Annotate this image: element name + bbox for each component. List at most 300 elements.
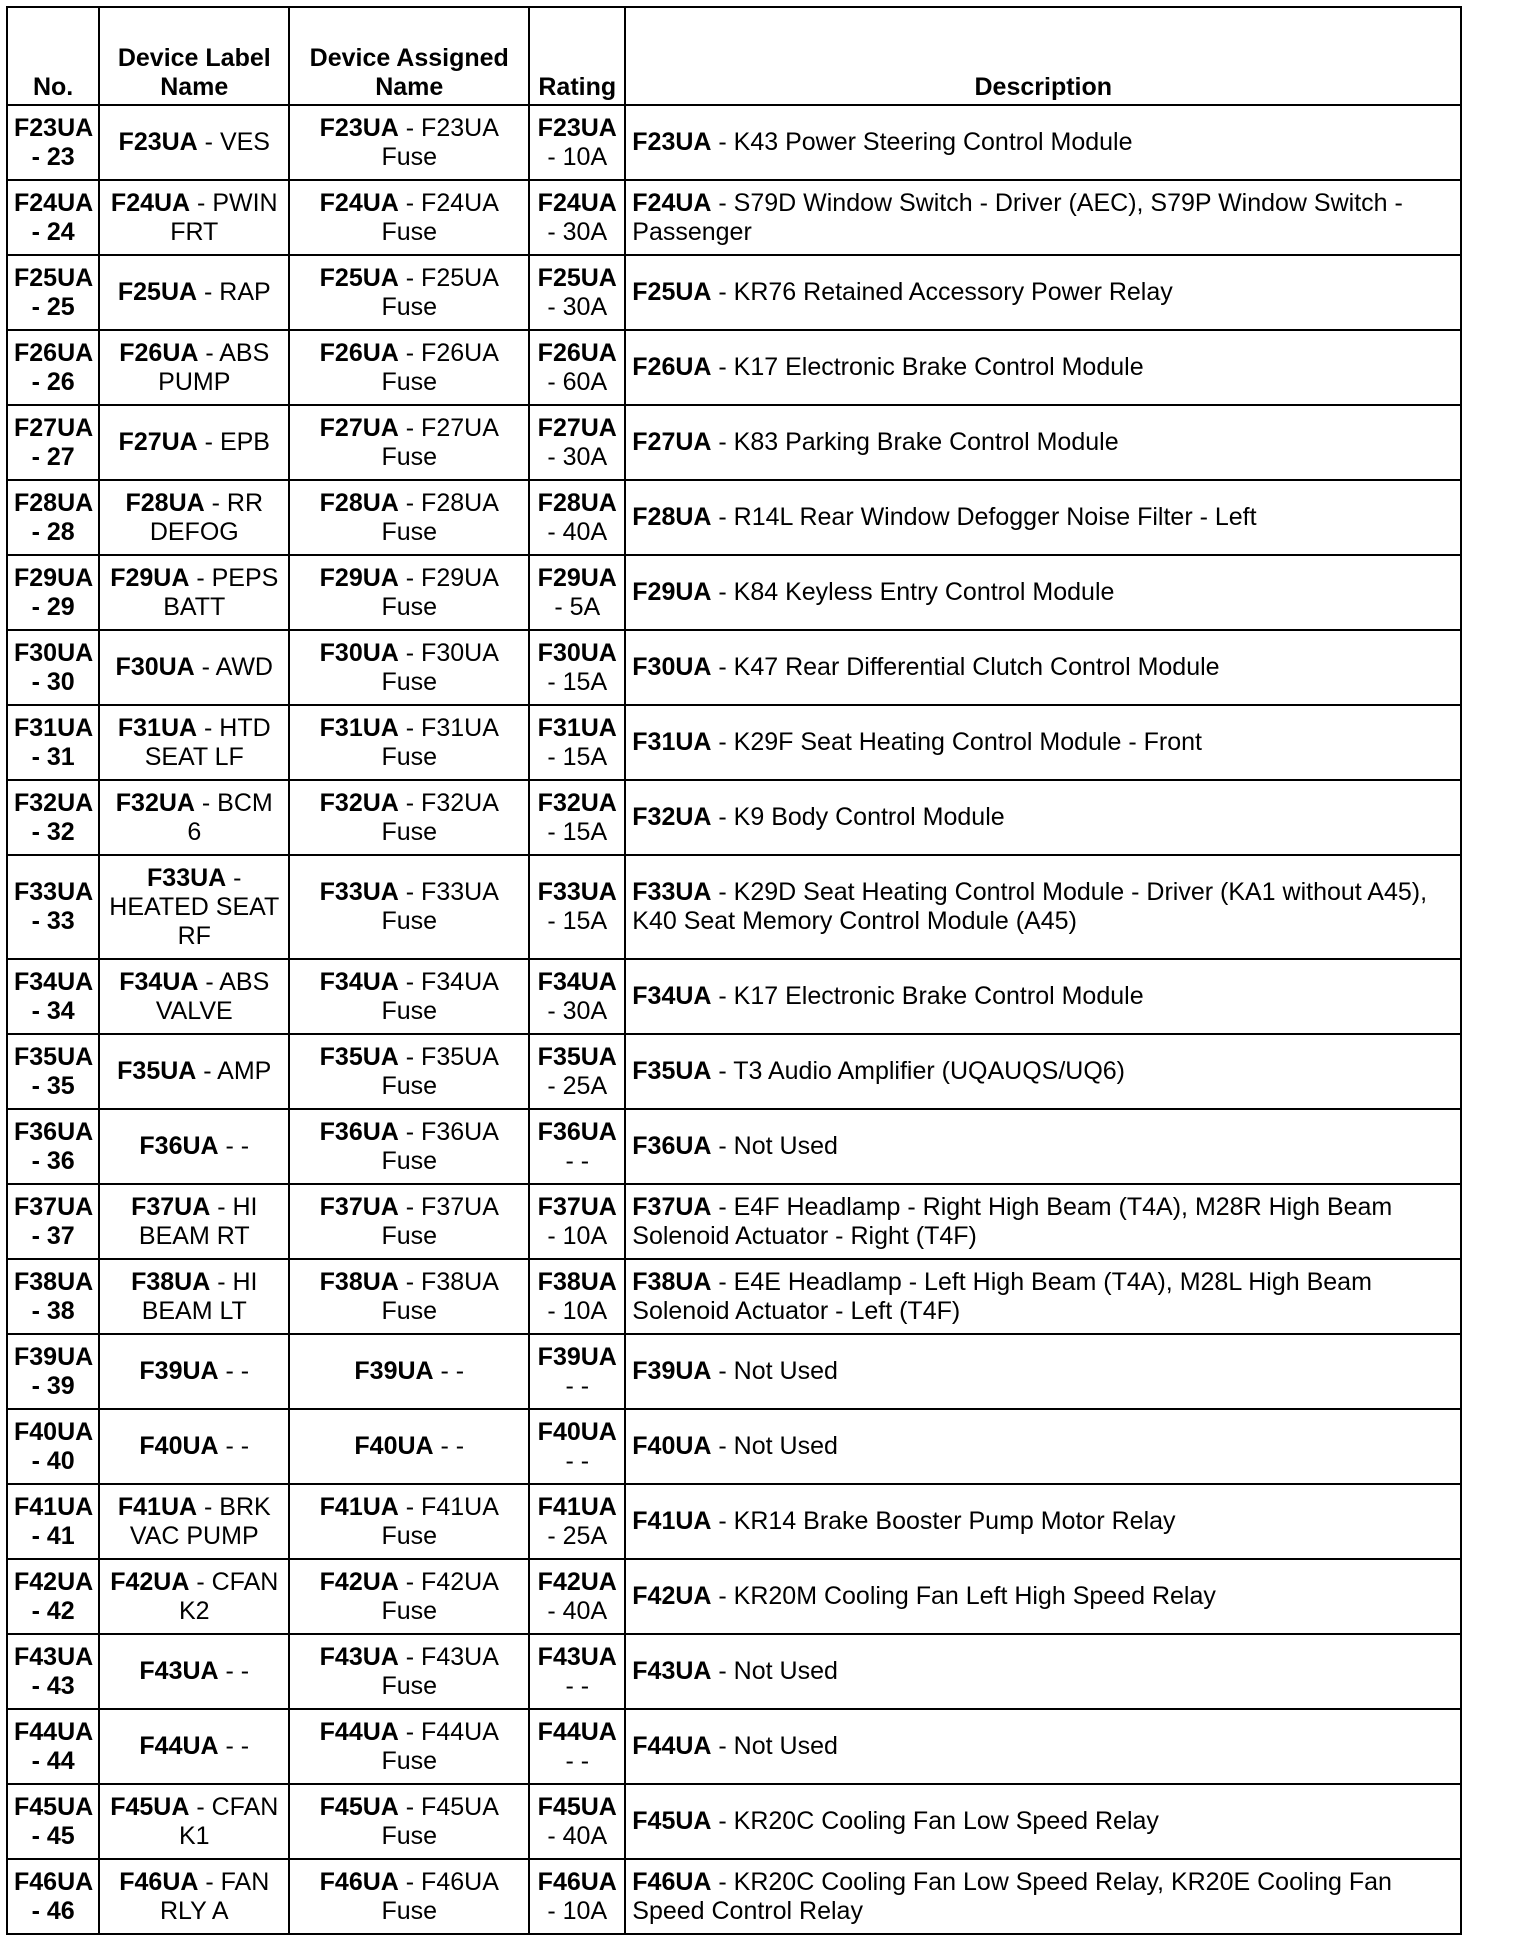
desc-text: - KR20M Cooling Fan Left High Speed Relay — [711, 1582, 1216, 1610]
rating-id: F36UA — [537, 1117, 617, 1146]
cell-no — [7, 1409, 99, 1484]
desc-text: - Not Used — [711, 1357, 838, 1385]
desc-id: F34UA — [632, 982, 712, 1010]
desc-text: - KR14 Brake Booster Pump Motor Relay — [711, 1507, 1176, 1535]
cell-device-assigned — [289, 705, 529, 780]
label-text: - BRK VAC PUMP — [129, 1492, 271, 1550]
desc-text: - Not Used — [711, 1657, 838, 1685]
rating-id: F32UA — [537, 788, 617, 817]
rating-id: F31UA — [537, 713, 617, 742]
header-device-label-name: Device Label Name — [99, 7, 289, 105]
label-text: - BCM 6 — [187, 788, 273, 846]
desc-id: F24UA — [632, 188, 712, 217]
cell-rating — [529, 555, 625, 630]
rating-text: - 30A — [547, 292, 608, 321]
assigned-id: F27UA — [319, 413, 399, 442]
assigned-id: F28UA — [319, 488, 399, 517]
rating-text: - 5A — [554, 592, 601, 621]
rating-id: F43UA — [537, 1642, 617, 1671]
no-text: F44UA - 44 — [14, 1717, 94, 1775]
desc-id: F23UA — [632, 128, 712, 156]
cell-description — [625, 959, 1461, 1034]
cell-no — [7, 1259, 99, 1334]
header-description: Description — [625, 7, 1461, 105]
label-id: F42UA — [110, 1567, 190, 1596]
assigned-id: F38UA — [319, 1267, 399, 1296]
assigned-id: F43UA — [319, 1642, 399, 1671]
rating-id: F45UA — [537, 1792, 617, 1821]
desc-id: F30UA — [632, 653, 712, 681]
desc-text: - KR76 Retained Accessory Power Relay — [711, 278, 1173, 306]
cell-no — [7, 1334, 99, 1409]
desc-text: - K9 Body Control Module — [711, 803, 1005, 831]
assigned-id: F34UA — [319, 967, 399, 996]
cell-rating — [529, 780, 625, 855]
cell-no — [7, 105, 99, 180]
label-id: F34UA — [119, 967, 199, 996]
label-id: F35UA — [117, 1057, 197, 1085]
cell-rating — [529, 255, 625, 330]
rating-id: F39UA — [537, 1342, 617, 1371]
no-text: F24UA - 24 — [14, 188, 94, 246]
rating-id: F34UA — [537, 967, 617, 996]
cell-device-assigned — [289, 1859, 529, 1934]
fuse-table-container — [6, 6, 1462, 1935]
cell-rating — [529, 1184, 625, 1259]
cell-description — [625, 255, 1461, 330]
desc-id: F28UA — [632, 503, 712, 531]
no-text: F23UA - 23 — [14, 113, 94, 171]
cell-device-assigned — [289, 1334, 529, 1409]
no-text: F32UA - 32 — [14, 788, 94, 846]
cell-device-assigned — [289, 630, 529, 705]
cell-device-label — [99, 1859, 289, 1934]
cell-rating — [529, 1559, 625, 1634]
assigned-text: - F43UA Fuse — [381, 1642, 499, 1700]
assigned-text: - F44UA Fuse — [381, 1717, 499, 1775]
label-id: F27UA — [118, 428, 198, 456]
table-row — [7, 1484, 1461, 1559]
cell-rating — [529, 1334, 625, 1409]
desc-text: - E4F Headlamp - Right High Beam (T4A), M28R High Beam Solenoid Actuator - Right (T4F) — [632, 1192, 1393, 1250]
cell-no — [7, 705, 99, 780]
no-text: F26UA - 26 — [14, 338, 94, 396]
rating-text: - 25A — [547, 1071, 608, 1100]
rating-text: - 15A — [547, 667, 608, 696]
table-row — [7, 1859, 1461, 1934]
table-row — [7, 1259, 1461, 1334]
cell-device-label — [99, 555, 289, 630]
cell-device-label — [99, 1559, 289, 1634]
label-id: F26UA — [119, 338, 199, 367]
assigned-id: F40UA — [354, 1432, 434, 1460]
cell-description — [625, 180, 1461, 255]
cell-device-label — [99, 180, 289, 255]
no-text: F29UA - 29 — [14, 563, 94, 621]
cell-description — [625, 1559, 1461, 1634]
label-text: - ABS VALVE — [155, 967, 270, 1025]
desc-id: F44UA — [632, 1732, 712, 1760]
assigned-text: - F36UA Fuse — [381, 1117, 499, 1175]
assigned-id: F30UA — [319, 638, 399, 667]
desc-id: F40UA — [632, 1432, 712, 1460]
table-row — [7, 1034, 1461, 1109]
table-row — [7, 780, 1461, 855]
cell-rating — [529, 705, 625, 780]
cell-description — [625, 1109, 1461, 1184]
rating-id: F26UA — [537, 338, 617, 367]
rating-id: F40UA — [537, 1417, 617, 1446]
rating-id: F28UA — [537, 488, 617, 517]
label-text: - PEPS BATT — [163, 563, 279, 621]
cell-no — [7, 1109, 99, 1184]
label-text: - PWIN FRT — [170, 188, 278, 246]
cell-rating — [529, 1484, 625, 1559]
desc-text: - S79D Window Switch - Driver (AEC), S79P Window Switch - Passenger — [632, 188, 1403, 246]
cell-device-assigned — [289, 1034, 529, 1109]
label-id: F46UA — [119, 1867, 199, 1896]
cell-device-label — [99, 630, 289, 705]
cell-device-label — [99, 1109, 289, 1184]
cell-description — [625, 1859, 1461, 1934]
label-text: - ABS PUMP — [158, 338, 270, 396]
cell-rating — [529, 1409, 625, 1484]
cell-description — [625, 855, 1461, 959]
assigned-text: - F31UA Fuse — [381, 713, 499, 771]
assigned-id: F26UA — [319, 338, 399, 367]
cell-device-assigned — [289, 555, 529, 630]
cell-device-assigned — [289, 255, 529, 330]
assigned-id: F37UA — [319, 1192, 399, 1221]
rating-text: - 10A — [547, 142, 608, 171]
rating-id: F24UA — [537, 188, 617, 217]
cell-no — [7, 1484, 99, 1559]
rating-text: - 60A — [547, 367, 608, 396]
label-id: F41UA — [117, 1492, 198, 1521]
cell-description — [625, 1634, 1461, 1709]
assigned-id: F24UA — [319, 188, 399, 217]
rating-text: - 30A — [547, 996, 608, 1025]
rating-id: F35UA — [537, 1042, 617, 1071]
cell-no — [7, 180, 99, 255]
cell-no — [7, 1709, 99, 1784]
cell-rating — [529, 405, 625, 480]
header-device-assigned-name: Device Assigned Name — [289, 7, 529, 105]
assigned-id: F33UA — [319, 878, 399, 906]
desc-id: F38UA — [632, 1267, 712, 1296]
assigned-id: F32UA — [319, 788, 399, 817]
cell-device-assigned — [289, 1184, 529, 1259]
rating-id: F25UA — [537, 263, 617, 292]
desc-text: - K47 Rear Differential Clutch Control Module — [711, 653, 1220, 681]
assigned-text: - F30UA Fuse — [381, 638, 499, 696]
label-id: F45UA — [110, 1792, 190, 1821]
desc-text: - K17 Electronic Brake Control Module — [711, 353, 1144, 381]
cell-rating — [529, 1109, 625, 1184]
label-text: - - — [218, 1357, 250, 1385]
cell-description — [625, 1709, 1461, 1784]
cell-device-label — [99, 959, 289, 1034]
table-row — [7, 1559, 1461, 1634]
assigned-text: - F46UA Fuse — [381, 1867, 499, 1925]
desc-id: F35UA — [632, 1057, 712, 1085]
cell-description — [625, 1184, 1461, 1259]
cell-device-assigned — [289, 1709, 529, 1784]
rating-id: F33UA — [537, 878, 617, 906]
label-id: F23UA — [118, 128, 198, 156]
desc-text: - KR20C Cooling Fan Low Speed Relay — [711, 1807, 1159, 1835]
cell-device-label — [99, 1709, 289, 1784]
fuse-table — [6, 6, 1462, 1935]
table-header — [7, 7, 1461, 105]
cell-description — [625, 630, 1461, 705]
desc-text: - E4E Headlamp - Left High Beam (T4A), M28L High Beam Solenoid Actuator - Left (T4F) — [632, 1267, 1372, 1325]
desc-text: - KR20C Cooling Fan Low Speed Relay, KR20E Cooling Fan Speed Control Relay — [632, 1867, 1392, 1925]
label-id: F39UA — [139, 1357, 219, 1385]
desc-id: F41UA — [632, 1507, 712, 1535]
desc-id: F46UA — [632, 1867, 712, 1896]
table-row — [7, 1784, 1461, 1859]
rating-text: - 15A — [547, 907, 608, 935]
assigned-text: - F34UA Fuse — [381, 967, 499, 1025]
rating-id: F42UA — [537, 1567, 617, 1596]
no-text: F36UA - 36 — [14, 1117, 94, 1175]
assigned-id: F29UA — [319, 563, 399, 592]
cell-description — [625, 1034, 1461, 1109]
desc-id: F31UA — [632, 728, 712, 756]
table-row — [7, 705, 1461, 780]
assigned-text: - F28UA Fuse — [381, 488, 499, 546]
label-id: F44UA — [139, 1732, 219, 1760]
cell-rating — [529, 105, 625, 180]
label-id: F31UA — [117, 713, 198, 742]
assigned-text: - F41UA Fuse — [381, 1492, 499, 1550]
desc-id: F29UA — [632, 578, 712, 606]
cell-no — [7, 1559, 99, 1634]
label-id: F24UA — [110, 188, 191, 217]
cell-device-label — [99, 105, 289, 180]
cell-no — [7, 480, 99, 555]
no-text: F45UA - 45 — [14, 1792, 94, 1850]
cell-no — [7, 255, 99, 330]
no-text: F30UA - 30 — [14, 638, 94, 696]
assigned-id: F31UA — [319, 713, 399, 742]
cell-device-assigned — [289, 330, 529, 405]
assigned-text: - F38UA Fuse — [381, 1267, 499, 1325]
assigned-text: - F33UA Fuse — [381, 878, 499, 935]
label-id: F30UA — [115, 653, 195, 681]
rating-id: F23UA — [537, 113, 617, 142]
label-text: - HTD SEAT LF — [144, 713, 271, 771]
table-row — [7, 555, 1461, 630]
desc-text: - K17 Electronic Brake Control Module — [711, 982, 1144, 1010]
cell-rating — [529, 1259, 625, 1334]
cell-no — [7, 855, 99, 959]
table-row — [7, 330, 1461, 405]
cell-device-assigned — [289, 180, 529, 255]
cell-no — [7, 1184, 99, 1259]
rating-text: - - — [565, 1146, 590, 1175]
rating-id: F30UA — [537, 638, 617, 667]
label-text: - RAP — [197, 278, 271, 306]
assigned-text: - - — [433, 1432, 465, 1460]
desc-id: F43UA — [632, 1657, 712, 1685]
table-row — [7, 1334, 1461, 1409]
rating-text: - - — [565, 1371, 590, 1400]
cell-description — [625, 1259, 1461, 1334]
no-text: F42UA - 42 — [14, 1567, 94, 1625]
table-row — [7, 1634, 1461, 1709]
assigned-text: - F26UA Fuse — [381, 338, 499, 396]
rating-id: F29UA — [537, 563, 617, 592]
assigned-text: - F23UA Fuse — [381, 113, 499, 171]
cell-description — [625, 705, 1461, 780]
desc-text: - T3 Audio Amplifier (UQAUQS/UQ6) — [711, 1057, 1126, 1085]
no-text: F27UA - 27 — [14, 413, 94, 471]
rating-text: - - — [565, 1746, 590, 1775]
assigned-id: F41UA — [319, 1492, 399, 1521]
cell-device-label — [99, 1484, 289, 1559]
assigned-text: - F24UA Fuse — [381, 188, 499, 246]
assigned-text: - F25UA Fuse — [381, 263, 499, 321]
label-text: - FAN RLY A — [159, 1867, 270, 1925]
header-rating: Rating — [529, 7, 625, 105]
desc-id: F26UA — [632, 353, 712, 381]
label-text: - - — [218, 1657, 250, 1685]
label-text: - CFAN K2 — [178, 1567, 279, 1625]
cell-device-label — [99, 1334, 289, 1409]
desc-text: - K29F Seat Heating Control Module - Front — [711, 728, 1202, 756]
assigned-id: F35UA — [319, 1042, 399, 1071]
no-text: F37UA - 37 — [14, 1192, 94, 1250]
table-row — [7, 1709, 1461, 1784]
rating-text: - 15A — [547, 742, 608, 771]
cell-device-assigned — [289, 1784, 529, 1859]
header-no: No. — [7, 7, 99, 105]
cell-device-assigned — [289, 480, 529, 555]
rating-id: F37UA — [537, 1192, 617, 1221]
cell-device-label — [99, 480, 289, 555]
label-id: F40UA — [139, 1432, 219, 1460]
desc-id: F42UA — [632, 1582, 712, 1610]
cell-rating — [529, 1709, 625, 1784]
cell-device-assigned — [289, 1409, 529, 1484]
assigned-id: F42UA — [319, 1567, 399, 1596]
assigned-text: - - — [433, 1357, 465, 1385]
table-row — [7, 255, 1461, 330]
rating-id: F44UA — [537, 1717, 617, 1746]
cell-device-label — [99, 1034, 289, 1109]
cell-no — [7, 555, 99, 630]
cell-description — [625, 480, 1461, 555]
cell-device-label — [99, 780, 289, 855]
cell-device-assigned — [289, 1634, 529, 1709]
cell-device-label — [99, 1634, 289, 1709]
rating-text: - 40A — [547, 1596, 608, 1625]
cell-rating — [529, 1784, 625, 1859]
assigned-id: F36UA — [319, 1117, 399, 1146]
rating-id: F41UA — [537, 1492, 617, 1521]
cell-device-assigned — [289, 1259, 529, 1334]
desc-text: - K83 Parking Brake Control Module — [711, 428, 1119, 456]
cell-rating — [529, 1034, 625, 1109]
no-text: F43UA - 43 — [14, 1642, 94, 1700]
label-text: - RR DEFOG — [149, 488, 264, 546]
no-text: F34UA - 34 — [14, 967, 94, 1025]
cell-device-label — [99, 255, 289, 330]
cell-description — [625, 780, 1461, 855]
table-body — [7, 105, 1461, 1934]
cell-rating — [529, 180, 625, 255]
label-id: F36UA — [139, 1132, 219, 1160]
label-text: - CFAN K1 — [178, 1792, 279, 1850]
rating-id: F38UA — [537, 1267, 617, 1296]
cell-device-assigned — [289, 780, 529, 855]
rating-text: - 30A — [547, 442, 608, 471]
rating-text: - 15A — [547, 817, 608, 846]
rating-text: - 25A — [547, 1521, 608, 1550]
rating-text: - 10A — [547, 1221, 608, 1250]
cell-description — [625, 105, 1461, 180]
cell-device-label — [99, 405, 289, 480]
label-id: F38UA — [131, 1267, 211, 1296]
rating-text: - 40A — [547, 1821, 608, 1850]
rating-text: - 10A — [547, 1896, 608, 1925]
desc-text: - Not Used — [711, 1732, 838, 1760]
cell-rating — [529, 959, 625, 1034]
assigned-id: F39UA — [354, 1357, 434, 1385]
assigned-text: - F42UA Fuse — [381, 1567, 499, 1625]
label-id: F37UA — [131, 1192, 211, 1221]
desc-id: F25UA — [632, 278, 712, 306]
assigned-text: - F37UA Fuse — [381, 1192, 499, 1250]
cell-device-assigned — [289, 855, 529, 959]
table-row — [7, 405, 1461, 480]
cell-no — [7, 405, 99, 480]
cell-rating — [529, 480, 625, 555]
no-text: F35UA - 35 — [14, 1042, 94, 1100]
table-row — [7, 1409, 1461, 1484]
assigned-id: F45UA — [319, 1792, 399, 1821]
label-id: F43UA — [139, 1657, 219, 1685]
table-row — [7, 855, 1461, 959]
no-text: F46UA - 46 — [14, 1867, 94, 1925]
cell-device-assigned — [289, 959, 529, 1034]
rating-text: - 30A — [547, 217, 608, 246]
cell-rating — [529, 1634, 625, 1709]
desc-id: F36UA — [632, 1132, 712, 1160]
cell-device-label — [99, 1259, 289, 1334]
desc-text: - Not Used — [711, 1432, 838, 1460]
assigned-id: F25UA — [319, 263, 399, 292]
label-text: - - — [218, 1732, 250, 1760]
cell-device-label — [99, 1184, 289, 1259]
table-row — [7, 959, 1461, 1034]
desc-id: F32UA — [632, 803, 712, 831]
assigned-text: - F35UA Fuse — [381, 1042, 499, 1100]
label-id: F33UA — [147, 863, 227, 892]
desc-id: F33UA — [632, 878, 712, 906]
cell-no — [7, 330, 99, 405]
cell-no — [7, 630, 99, 705]
cell-description — [625, 1334, 1461, 1409]
desc-text: - K43 Power Steering Control Module — [711, 128, 1133, 156]
cell-device-label — [99, 705, 289, 780]
desc-id: F45UA — [632, 1807, 712, 1835]
table-row — [7, 480, 1461, 555]
rating-id: F46UA — [537, 1867, 617, 1896]
cell-rating — [529, 630, 625, 705]
